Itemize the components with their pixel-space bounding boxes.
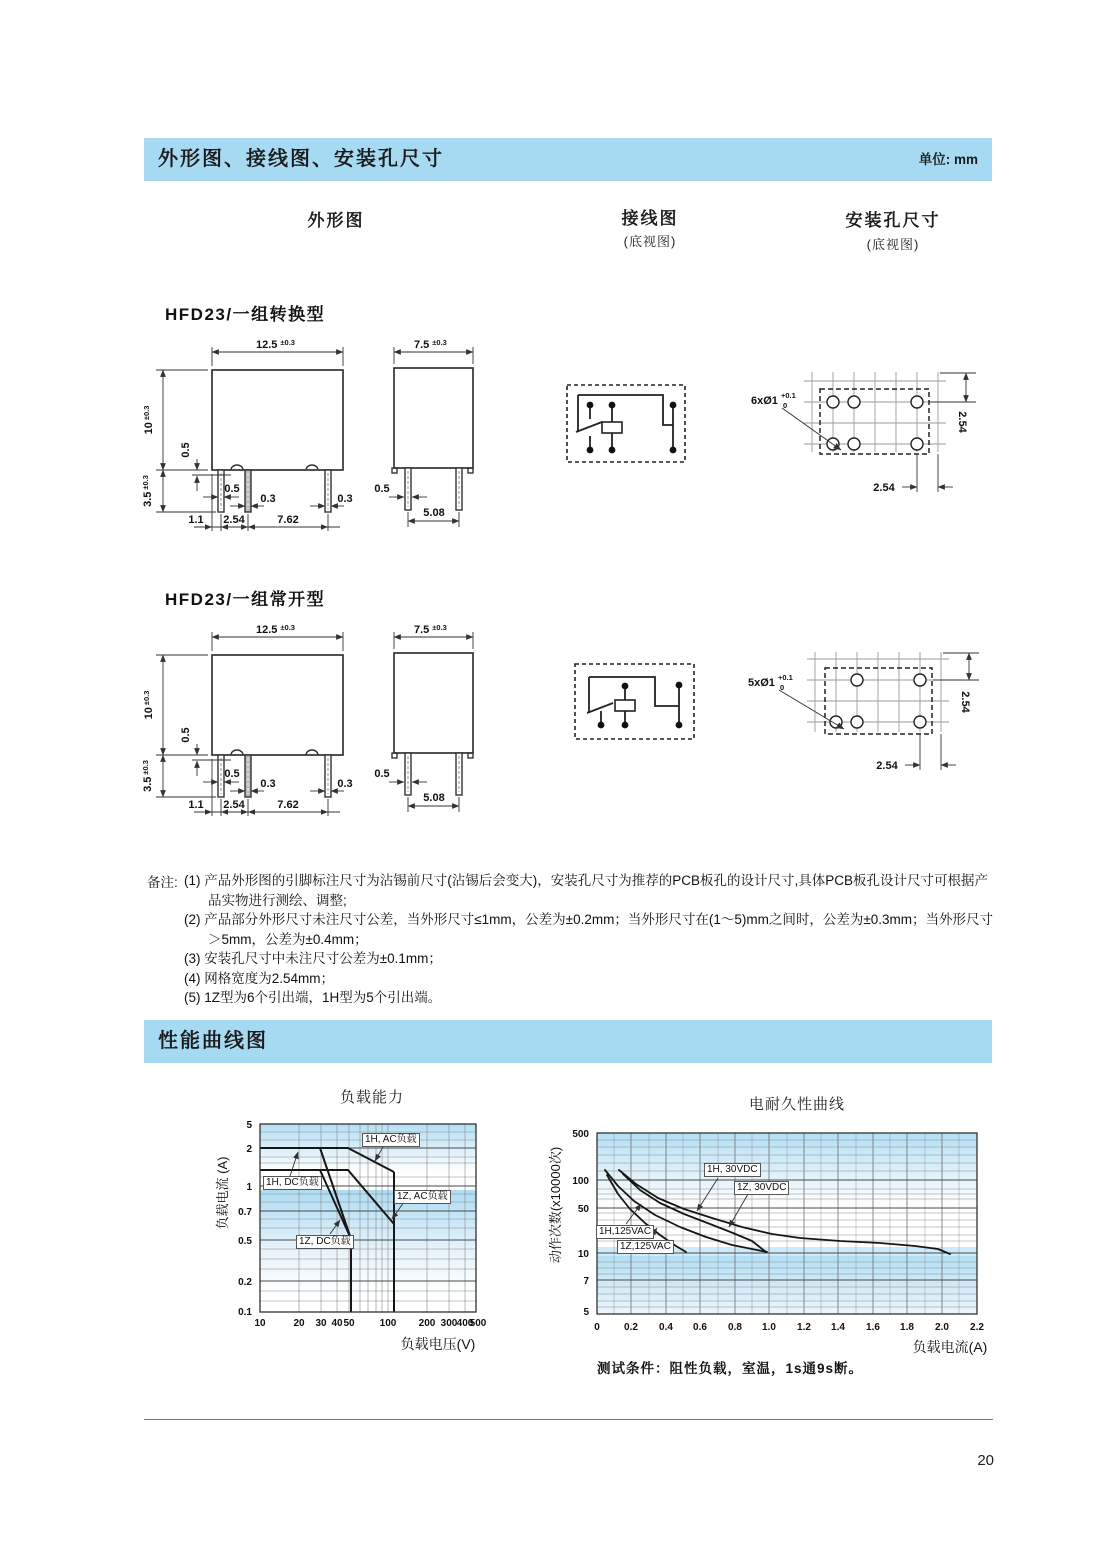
note-item: (4) 网格宽度为2.54mm； bbox=[184, 970, 335, 986]
x-tick: 1.2 bbox=[797, 1322, 811, 1333]
dim-pin-length: 3.5 bbox=[142, 491, 154, 507]
x-tick: 1.8 bbox=[900, 1322, 914, 1333]
mounting-holes-1a bbox=[748, 652, 979, 772]
chart1-xlabel: 负载电压(V) bbox=[400, 1336, 476, 1352]
x-tick: 50 bbox=[343, 1318, 355, 1329]
svg-text:10±0.3 bbox=[142, 406, 155, 435]
hole-count-label: 5xØ1 bbox=[748, 677, 775, 689]
x-tick: 100 bbox=[379, 1318, 397, 1329]
note-item: (3) 安装孔尺寸中未注尺寸公差为±0.1mm； bbox=[184, 951, 442, 966]
x-tick: 0.6 bbox=[693, 1322, 707, 1333]
x-tick: 30 bbox=[315, 1318, 327, 1329]
x-tick: 1.0 bbox=[762, 1322, 776, 1333]
curves-header-title: 性能曲线图 bbox=[158, 1030, 268, 1052]
col-mounting: 安装孔尺寸 bbox=[845, 211, 941, 230]
dim-side-width: 7.5 bbox=[414, 339, 430, 351]
x-tick: 1.4 bbox=[831, 1322, 845, 1333]
note-item: (5) 1Z型为6个引出端，1H型为5个引出端。 bbox=[184, 990, 442, 1005]
col-outline: 外形图 bbox=[307, 211, 365, 230]
y-tick: 0.2 bbox=[238, 1277, 252, 1288]
curve-label-1h-ac: 1H, AC负载 bbox=[362, 1133, 420, 1147]
svg-text:7.5±0.3 bbox=[414, 338, 447, 351]
hole-tol-upper: +0.1 bbox=[781, 391, 796, 400]
hole-tol-upper: +0.1 bbox=[778, 673, 793, 682]
y-tick: 5 bbox=[583, 1307, 589, 1318]
dim-grid-pitch: 2.54 bbox=[873, 482, 895, 494]
note-item: (1) 产品外形图的引脚标注尺寸为沾锡前尺寸(沾锡后会变大)，安装孔尺寸为推荐的PCB板孔的设计尺寸,具体PCB板孔设计尺寸可根据产品实物进行测绘、调整; bbox=[184, 873, 989, 908]
y-tick: 0.1 bbox=[238, 1307, 252, 1318]
chart1-title: 负载能力 bbox=[339, 1089, 404, 1106]
chart-endurance bbox=[548, 1129, 987, 1355]
x-tick: 20 bbox=[293, 1318, 305, 1329]
model-title-1a: HFD23/一组常开型 bbox=[165, 590, 326, 609]
curve-label-1z-dc: 1Z, DC负载 bbox=[296, 1235, 354, 1249]
chart2-xlabel: 负载电流(A) bbox=[912, 1339, 988, 1355]
x-tick: 10 bbox=[254, 1318, 266, 1329]
dim-pitch: 7.62 bbox=[277, 514, 299, 526]
test-condition: 测试条件：阻性负载，室温，1s通9s断。 bbox=[597, 1361, 864, 1376]
dim-front-height: 10 bbox=[143, 422, 155, 435]
y-tick: 5 bbox=[246, 1120, 252, 1131]
dim-tol: ±0.3 bbox=[280, 338, 295, 347]
dim-pitch: 2.54 bbox=[223, 514, 245, 526]
curve-label-1z-30vdc: 1Z, 30VDC bbox=[734, 1181, 789, 1195]
chart2-title: 电耐久性曲线 bbox=[748, 1096, 845, 1113]
chart2-ylabel: 动作次数(x10000次) bbox=[548, 1146, 563, 1264]
curve-label-1z-ac: 1Z, AC负载 bbox=[394, 1190, 451, 1204]
x-tick: 2.0 bbox=[935, 1322, 949, 1333]
dim-tol: ±0.3 bbox=[142, 405, 151, 421]
unit-label: 单位: mm bbox=[918, 152, 978, 167]
outline-drawing bbox=[141, 338, 473, 531]
dim-tol: ±0.3 bbox=[141, 475, 150, 490]
x-tick: 500 bbox=[469, 1318, 487, 1329]
x-tick: 40 bbox=[331, 1318, 343, 1329]
y-tick: 10 bbox=[577, 1249, 589, 1260]
dim-grid-pitch: 2.54 bbox=[959, 691, 971, 713]
wiring-diagram-1c bbox=[567, 385, 685, 462]
y-tick: 7 bbox=[583, 1276, 589, 1287]
dim-pin-width: 0.5 bbox=[224, 483, 240, 495]
dim-pin-width: 0.3 bbox=[260, 493, 276, 505]
dim-front-width: 12.5 bbox=[256, 339, 278, 351]
mounting-holes-1c bbox=[751, 372, 976, 494]
y-tick: 100 bbox=[572, 1176, 589, 1187]
y-tick: 2 bbox=[246, 1144, 252, 1155]
col-wiring: 接线图 bbox=[621, 209, 679, 228]
section-header-title: 外形图、接线图、安装孔尺寸 bbox=[158, 148, 444, 170]
col-mounting-sub: (底视图) bbox=[866, 237, 920, 252]
x-tick: 0 bbox=[594, 1322, 600, 1333]
dim-grid-pitch: 2.54 bbox=[956, 411, 968, 433]
curve-label-1h-dc: 1H, DC负载 bbox=[263, 1176, 322, 1190]
curve-label-1h-125vac: 1H,125VAC bbox=[596, 1225, 654, 1239]
dim-tol: ±0.3 bbox=[432, 338, 447, 347]
dim-grid-pitch: 2.54 bbox=[876, 760, 898, 772]
y-tick: 0.7 bbox=[238, 1207, 252, 1218]
hole-tol-lower: 0 bbox=[780, 683, 785, 692]
curve-label-1h-30vdc: 1H, 30VDC bbox=[704, 1163, 761, 1177]
notes-label: 备注: bbox=[147, 875, 178, 890]
hole-tol-lower: 0 bbox=[783, 401, 788, 410]
x-tick: 0.8 bbox=[728, 1322, 742, 1333]
note-item: (2) 产品部分外形尺寸未注尺寸公差，当外形尺寸≤1mm，公差为±0.2mm；当外形尺寸在(1～5)mm之间时，公差为±0.3mm；当外形尺寸＞5mm，公差为±0.4mm； bbox=[184, 912, 993, 947]
y-tick: 50 bbox=[577, 1204, 589, 1215]
chart1-ylabel: 负载电流 (A) bbox=[215, 1156, 230, 1230]
dim-pin-span: 5.08 bbox=[423, 507, 445, 519]
x-tick: 2.2 bbox=[970, 1322, 984, 1333]
wiring-diagram-1a bbox=[575, 664, 694, 739]
curve-label-1z-125vac: 1Z,125VAC bbox=[617, 1240, 674, 1254]
svg-text:3.5±0.3 bbox=[141, 475, 154, 507]
page-number: 20 bbox=[977, 1452, 994, 1469]
model-title-1c: HFD23/一组转换型 bbox=[165, 305, 326, 324]
dim-pin-offset: 1.1 bbox=[188, 514, 204, 526]
x-tick: 1.6 bbox=[866, 1322, 880, 1333]
hole-count-label: 6xØ1 bbox=[751, 395, 778, 407]
dim-pin-width: 0.5 bbox=[374, 483, 390, 495]
x-tick: 200 bbox=[418, 1318, 436, 1329]
x-tick: 0.2 bbox=[624, 1322, 638, 1333]
footer-rule bbox=[144, 1419, 993, 1420]
dim-notch: 0.5 bbox=[180, 442, 192, 458]
svg-text:12.5±0.3 bbox=[256, 338, 295, 351]
dim-pin-width: 0.3 bbox=[337, 493, 353, 505]
y-tick: 0.5 bbox=[238, 1236, 252, 1247]
x-tick: 0.4 bbox=[659, 1322, 673, 1333]
y-tick: 500 bbox=[572, 1129, 589, 1140]
col-wiring-sub: (底视图) bbox=[623, 234, 677, 249]
y-tick: 1 bbox=[246, 1182, 252, 1193]
x-tick: 400 bbox=[456, 1318, 474, 1329]
x-tick: 300 bbox=[440, 1318, 458, 1329]
